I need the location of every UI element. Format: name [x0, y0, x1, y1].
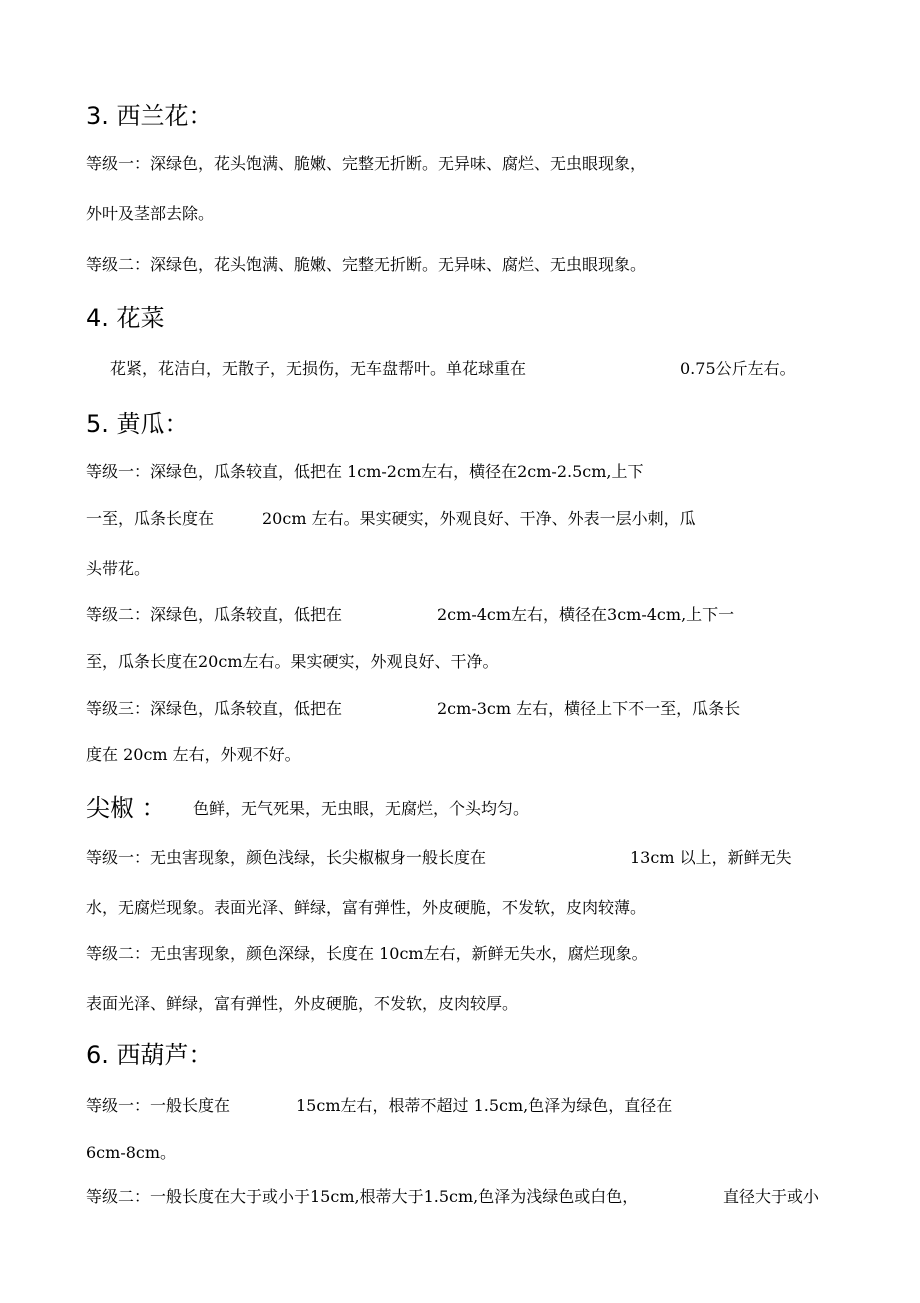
section-heading-cucumber: 5. 黄瓜：: [86, 410, 189, 438]
paragraph-line: 等级二：深绿色，花头饱满、脆嫩、完整无折断。无异味、腐烂、无虫眼现象。: [86, 255, 647, 274]
paragraph-line: 等级二：一般长度在大于或小于15cm,根蒂大于1.5cm,色泽为浅绿色或白色，: [86, 1187, 639, 1206]
paragraph-line: 表面光泽、鲜绿，富有弹性，外皮硬脆，不发软，皮肉较厚。: [86, 994, 519, 1013]
paragraph-line-cont: 直径大于或小: [723, 1187, 820, 1206]
paragraph-line: 等级一：一般长度在: [86, 1096, 231, 1115]
paragraph-line: 外叶及茎部去除。: [86, 204, 215, 223]
paragraph-line: 一至，瓜条长度在: [86, 509, 215, 528]
paragraph-line-cont: 色鲜，无气死果，无虫眼，无腐烂，个头均匀。: [193, 799, 530, 818]
paragraph-line: 等级一：无虫害现象，颜色浅绿，长尖椒椒身一般长度在: [86, 848, 487, 867]
paragraph-line: 水，无腐烂现象。表面光泽、鲜绿，富有弹性，外皮硬脆，不发软，皮肉较薄。: [86, 898, 647, 917]
paragraph-line-cont: 20cm 左右。果实硬实，外观良好、干净、外表一层小刺，瓜: [262, 509, 696, 528]
paragraph-line: 等级三：深绿色，瓜条较直，低把在: [86, 699, 343, 718]
section-heading-pointed-pepper: 尖椒 ：: [86, 794, 166, 822]
paragraph-line: 等级一：深绿色，花头饱满、脆嫩、完整无折断。无异味、腐烂、无虫眼现象，: [86, 154, 647, 173]
paragraph-line: 6cm-8cm。: [86, 1143, 177, 1162]
paragraph-line-cont: 0.75公斤左右。: [680, 359, 796, 378]
paragraph-line: 花紧，花洁白，无散子，无损伤，无车盘帮叶。单花球重在: [110, 359, 527, 378]
paragraph-line: 度在 20cm 左右，外观不好。: [86, 745, 301, 764]
paragraph-line-cont: 2cm-4cm左右，横径在3cm-4cm,上下一: [437, 605, 735, 624]
section-heading-broccoli: 3. 西兰花：: [86, 102, 213, 130]
section-heading-cauliflower: 4. 花菜: [86, 304, 165, 332]
paragraph-line: 至，瓜条长度在20cm左右。果实硬实，外观良好、干净。: [86, 652, 499, 671]
paragraph-line: 头带花。: [86, 559, 151, 578]
paragraph-line-cont: 15cm左右，根蒂不超过 1.5cm,色泽为绿色，直径在: [296, 1096, 673, 1115]
paragraph-line-cont: 2cm-3cm 左右，横径上下不一至，瓜条长: [437, 699, 741, 718]
paragraph-line: 等级一：深绿色，瓜条较直，低把在 1cm-2cm左右，横径在2cm-2.5cm,上下: [86, 462, 644, 481]
paragraph-line: 等级二：深绿色，瓜条较直，低把在: [86, 605, 343, 624]
paragraph-line-cont: 13cm 以上，新鲜无失: [630, 848, 792, 867]
section-heading-zucchini: 6. 西葫芦：: [86, 1041, 213, 1069]
paragraph-line: 等级二：无虫害现象，颜色深绿，长度在 10cm左右，新鲜无失水，腐烂现象。: [86, 944, 648, 963]
